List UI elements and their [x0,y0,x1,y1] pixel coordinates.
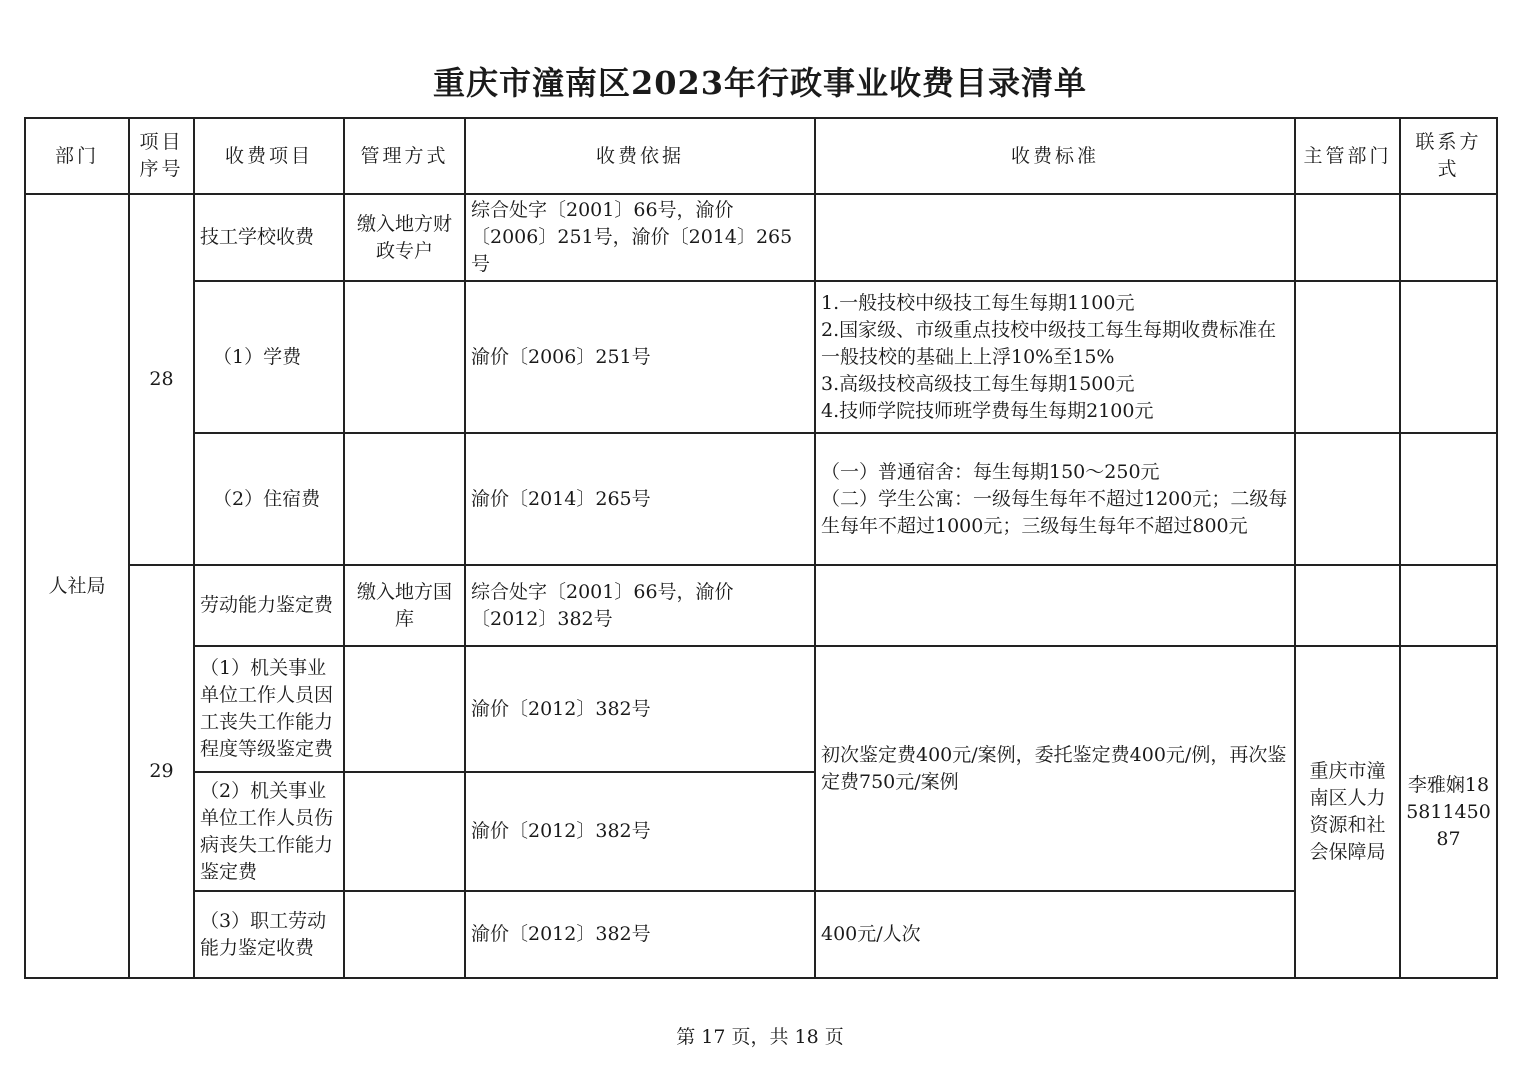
table-row [25,565,1497,646]
method-cell [344,281,465,433]
method-cell [344,433,465,565]
authority-cell [1295,565,1400,646]
contact-cell: 李雅娴18581145087 [1400,646,1497,978]
contact-cell [1400,565,1497,646]
table-row [25,194,1497,281]
document-title: 重庆市潼南区2023年行政事业收费目录清单 [432,64,1088,102]
standard-line: 4.技师学院技师班学费每生每期2100元 [821,399,1154,422]
item-cell: （1）学费 [194,281,344,433]
dept-cell: 人社局 [25,194,129,978]
item-cell: （2）住宿费 [194,433,344,565]
table-row [25,891,1497,978]
item-no-cell: 28 [129,194,194,565]
table-row [25,646,1497,772]
contact-cell [1400,433,1497,565]
basis-cell: 综合处字〔2001〕66号，渝价〔2012〕382号 [465,565,815,646]
table-row [25,433,1497,565]
header-basis: 收费依据 [465,118,815,194]
item-no-cell: 29 [129,565,194,978]
shared-standard-cell: 初次鉴定费400元/案例，委托鉴定费400元/例，再次鉴定费750元/案例 [815,646,1295,891]
contact-cell [1400,194,1497,281]
header-item: 收费项目 [194,118,344,194]
item-cell: （1）机关事业单位工作人员因工丧失工作能力程度等级鉴定费 [194,646,344,772]
standard-cell [815,565,1295,646]
header-dept: 部门 [25,118,129,194]
basis-cell: 渝价〔2012〕382号 [465,646,815,772]
item-cell: 技工学校收费 [194,194,344,281]
standard-cell [815,194,1295,281]
authority-cell: 重庆市潼南区人力资源和社会保障局 [1295,646,1400,978]
standard-line: （二）学生公寓：一级每生每年不超过1200元；二级每生每年不超过1000元；三级每生每年不超过800元 [821,487,1288,537]
basis-cell: 渝价〔2012〕382号 [465,891,815,978]
method-cell [344,772,465,891]
standard-line: 2.国家级、市级重点技校中级技工每生每期收费标准在一般技校的基础上上浮10%至15% [821,318,1277,368]
standard-cell [815,281,1295,433]
standard-line: （一）普通宿舍：每生每期150～250元 [821,460,1160,483]
basis-cell: 渝价〔2012〕382号 [465,772,815,891]
basis-cell: 渝价〔2014〕265号 [465,433,815,565]
method-cell [344,891,465,978]
standard-line: 1.一般技校中级技工每生每期1100元 [821,291,1135,314]
standard-cell: 400元/人次 [815,891,1295,978]
header-contact: 联系方式 [1400,118,1497,194]
header-authority: 主管部门 [1295,118,1400,194]
item-cell: （2）机关事业单位工作人员伤病丧失工作能力鉴定费 [194,772,344,891]
item-cell: 劳动能力鉴定费 [194,565,344,646]
method-cell: 缴入地方国库 [344,565,465,646]
standard-cell [815,433,1295,565]
method-cell [344,646,465,772]
header-row [25,118,1497,194]
method-cell: 缴入地方财政专户 [344,194,465,281]
header-standard: 收费标准 [815,118,1295,194]
basis-cell: 渝价〔2006〕251号 [465,281,815,433]
authority-cell [1295,281,1400,433]
header-method: 管理方式 [344,118,465,194]
authority-cell [1295,194,1400,281]
authority-cell [1295,433,1400,565]
header-item-no: 项目序号 [129,118,194,194]
page-footer: 第 17 页，共 18 页 [676,1026,844,1048]
table-row [25,281,1497,433]
standard-line: 3.高级技校高级技工每生每期1500元 [821,372,1135,395]
fee-catalog-table [24,117,1498,979]
contact-cell [1400,281,1497,433]
basis-cell: 综合处字〔2001〕66号，渝价〔2006〕251号，渝价〔2014〕265号 [465,194,815,281]
item-cell: （3）职工劳动能力鉴定收费 [194,891,344,978]
